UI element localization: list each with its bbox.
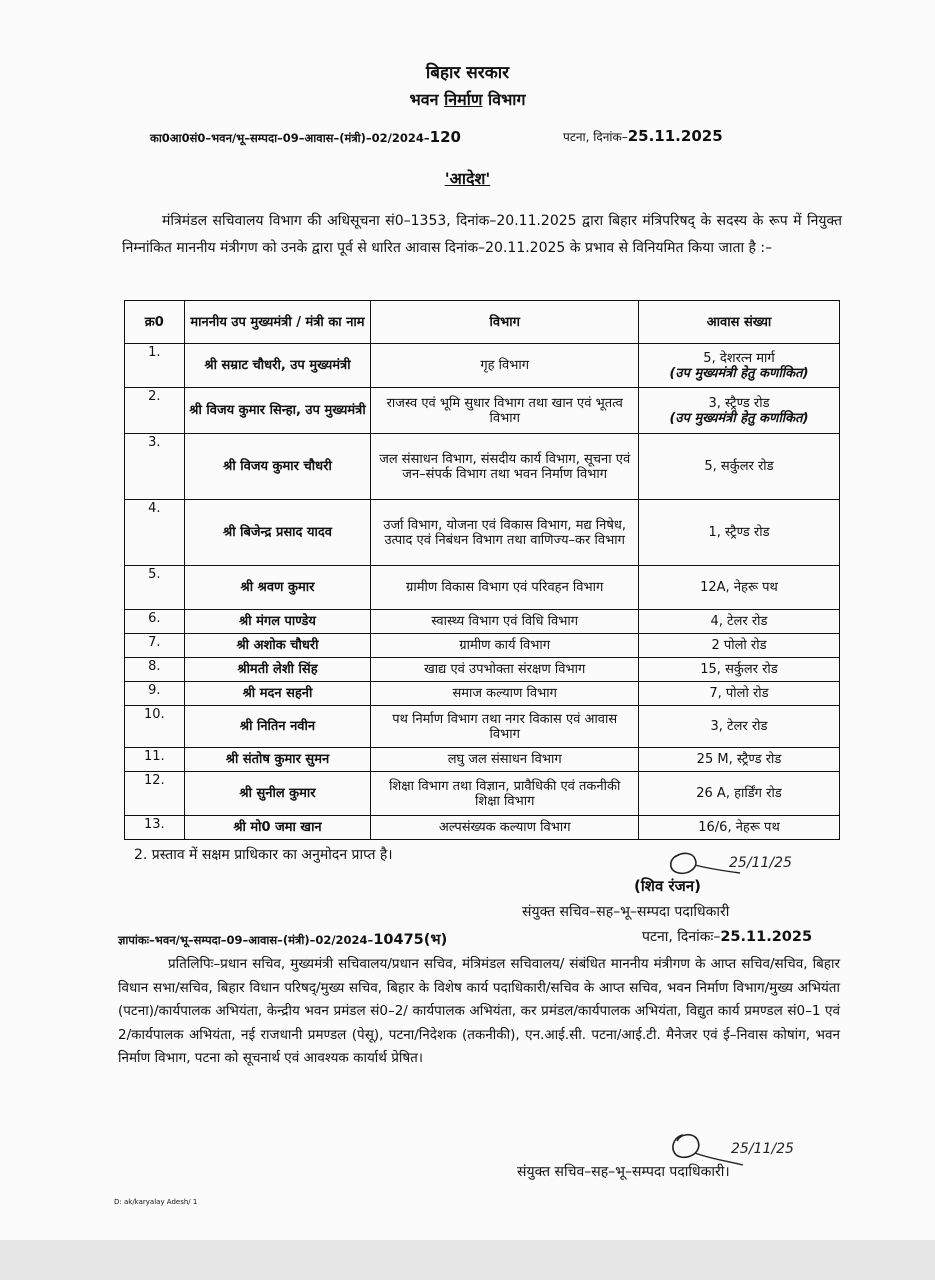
residence-cell: 3, टेलर रोड [639, 706, 840, 748]
residence-table [124, 300, 840, 840]
residence-note: (उप मुख्यमंत्री हेतु कर्णाकित) [669, 365, 809, 381]
department-cell: खाद्य एवं उपभोक्ता संरक्षण विभाग [371, 658, 639, 682]
department-cell: स्वास्थ्य विभाग एवं विधि विभाग [371, 610, 639, 634]
name-cell: श्री विजय कुमार सिन्हा, उप मुख्यमंत्री [184, 388, 371, 434]
serial-cell: 12. [125, 772, 185, 816]
residence-address: 5, देशरत्न मार्ग [703, 350, 775, 366]
name-cell: श्रीमती लेशी सिंह [184, 658, 371, 682]
residence-cell: 1, स्ट्रैण्ड रोड [639, 500, 840, 566]
department-cell: जल संसाधन विभाग, संसदीय कार्य विभाग, सूचना एवं जन–संपर्क विभाग तथा भवन निर्माण विभाग [371, 434, 639, 500]
serial-cell: 1. [125, 344, 185, 388]
serial-cell: 10. [125, 706, 185, 748]
name-cell: श्री विजय कुमार चौधरी [184, 434, 371, 500]
signatory-title-1: संयुक्त सचिव–सह–भू–सम्पदा पदाधिकारी [522, 904, 730, 920]
signatory-title-2: संयुक्त सचिव–सह–भू–सम्पदा पदाधिकारी। [517, 1164, 730, 1180]
table-row [125, 658, 840, 682]
memo-number: ज्ञापांकः–भवन/भू–सम्पदा–09–आवास–(मंत्री)–02/2024–10475(भ) [118, 932, 448, 948]
department-cell: राजस्व एवं भूमि सुधार विभाग तथा खान एवं भूतत्व विभाग [371, 388, 639, 434]
residence-cell: 5, सर्कुलर रोड [639, 434, 840, 500]
table-row [125, 344, 840, 388]
table-row [125, 706, 840, 748]
serial-cell: 13. [125, 816, 185, 840]
residence-cell: 12A, नेहरू पथ [639, 566, 840, 610]
serial-cell: 3. [125, 434, 185, 500]
residence-cell: 25 M, स्ट्रैण्ड रोड [639, 748, 840, 772]
header-department: भवन निर्माण विभाग [409, 90, 526, 109]
department-cell: ग्रामीण विकास विभाग एवं परिवहन विभाग [371, 566, 639, 610]
name-cell: श्री सम्राट चौधरी, उप मुख्यमंत्री [184, 344, 371, 388]
name-cell: श्री नितिन नवीन [184, 706, 371, 748]
reference-date: पटना, दिनांक–25.11.2025 [563, 127, 723, 145]
name-cell: श्री श्रवण कुमार [184, 566, 371, 610]
header-department: विभाग [371, 301, 639, 344]
approval-paragraph: 2. प्रस्ताव में सक्षम प्राधिकार का अनुमोदन प्राप्त है। [134, 847, 393, 863]
residence-note: (उप मुख्यमंत्री हेतु कर्णाकित) [669, 410, 809, 426]
serial-cell: 5. [125, 566, 185, 610]
serial-cell: 2. [125, 388, 185, 434]
table-row [125, 748, 840, 772]
table-row [125, 634, 840, 658]
residence-cell: 15, सर्कुलर रोड [639, 658, 840, 682]
table-header-row [125, 301, 840, 344]
copy-to-paragraph: प्रतिलिपिः–प्रधान सचिव, मुख्यमंत्री सचिवालय/प्रधान सचिव, मंत्रिमंडल सचिवालय/ संबंधित माननीय मंत्रीगण के आप्त सचिव/सचिव, बिहार विधान सभा/सचिव, बिहार विधान परिषद्/मुख्य सचिव, बिहार के विशेष कार्य पदाधिकारी/सचिव के आप्त सचिव, भवन निर्माण विभाग/मुख्य अभियंता (पटना)/कार्यपालक अभियंता, केन्द्रीय भवन प्रमंडल सं0–2/ कार्यपालक अभियंता, कर प्रमंडल/कार्यपालक अभियंता, विद्युत कार्य प्रमण्डल सं0–1 एवं 2/कार्यपालक अभियंता, नई राजधानी प्रमण्डल (पेसू), पटना/निदेशक (तकनीकी), एन.आई.सी. पटना/आई.टी. मैनेजर एवं ई–निवास कोषांग, भवन निर्माण विभाग, पटना को सूचनार्थ एवं आवश्यक कार्यार्थ प्रेषित। [118, 956, 840, 1066]
header-residence: आवास संख्या [639, 301, 840, 344]
header-serial: क्र0 [125, 301, 185, 344]
name-cell: श्री सुनील कुमार [184, 772, 371, 816]
table-row [125, 500, 840, 566]
department-cell: अल्पसंख्यक कल्याण विभाग [371, 816, 639, 840]
table-row [125, 434, 840, 500]
department-cell: लघु जल संसाधन विभाग [371, 748, 639, 772]
serial-cell: 9. [125, 682, 185, 706]
table-row [125, 816, 840, 840]
serial-cell: 4. [125, 500, 185, 566]
order-title: 'आदेश' [444, 169, 491, 188]
residence-cell [639, 388, 840, 434]
name-cell: श्री अशोक चौधरी [184, 634, 371, 658]
serial-cell: 8. [125, 658, 185, 682]
name-cell: श्री मदन सहनी [184, 682, 371, 706]
memo-date: पटना, दिनांकः–25.11.2025 [642, 929, 813, 945]
name-cell: श्री मो0 जमा खान [184, 816, 371, 840]
table-row [125, 388, 840, 434]
signature-date-2: 25/11/25 [731, 1141, 794, 1157]
table-row [125, 566, 840, 610]
department-cell: उर्जा विभाग, योजना एवं विकास विभाग, मद्य निषेध, उत्पाद एवं निबंधन विभाग तथा वाणिज्य–कर विभाग [371, 500, 639, 566]
table-row [125, 772, 840, 816]
table-row [125, 610, 840, 634]
serial-cell: 6. [125, 610, 185, 634]
signature-date-1: 25/11/25 [729, 855, 792, 871]
department-cell: समाज कल्याण विभाग [371, 682, 639, 706]
header-government: बिहार सरकार [425, 63, 510, 83]
residence-cell: 7, पोलो रोड [639, 682, 840, 706]
serial-cell: 7. [125, 634, 185, 658]
header-name: माननीय उप मुख्यमंत्री / मंत्री का नाम [184, 301, 371, 344]
order-paragraph: मंत्रिमंडल सचिवालय विभाग की अधिसूचना सं0–1353, दिनांक–20.11.2025 द्वारा बिहार मंत्रिपरिषद् के सदस्य के रूप में नियुक्त निम्नांकित माननीय मंत्रीगण को उनके द्वारा पूर्व से धारित आवास दिनांक–20.11.2025 के प्रभाव से विनियमित किया जाता है :– [122, 213, 842, 256]
bottom-band [0, 1240, 935, 1280]
residence-cell: 2 पोलो रोड [639, 634, 840, 658]
department-cell: ग्रामीण कार्य विभाग [371, 634, 639, 658]
department-cell: शिक्षा विभाग तथा विज्ञान, प्रावैधिकी एवं तकनीकी शिक्षा विभाग [371, 772, 639, 816]
reference-number: का0आ0सं0–भवन/भू–सम्पदा–09–आवास–(मंत्री)–02/2024–120 [150, 128, 461, 146]
residence-cell: 4, टेलर रोड [639, 610, 840, 634]
residence-address: 3, स्ट्रैण्ड रोड [708, 395, 770, 411]
table-row [125, 682, 840, 706]
residence-cell: 26 A, हार्डिंग रोड [639, 772, 840, 816]
residence-cell [639, 344, 840, 388]
file-reference-footnote: D: ak/karyalay Adesh/ 1 [114, 1198, 198, 1206]
name-cell: श्री मंगल पाण्डेय [184, 610, 371, 634]
department-cell: पथ निर्माण विभाग तथा नगर विकास एवं आवास विभाग [371, 706, 639, 748]
residence-cell: 16/6, नेहरू पथ [639, 816, 840, 840]
department-cell: गृह विभाग [371, 344, 639, 388]
signatory-name: (शिव रंजन) [634, 877, 701, 895]
serial-cell: 11. [125, 748, 185, 772]
name-cell: श्री संतोष कुमार सुमन [184, 748, 371, 772]
name-cell: श्री बिजेन्द्र प्रसाद यादव [184, 500, 371, 566]
